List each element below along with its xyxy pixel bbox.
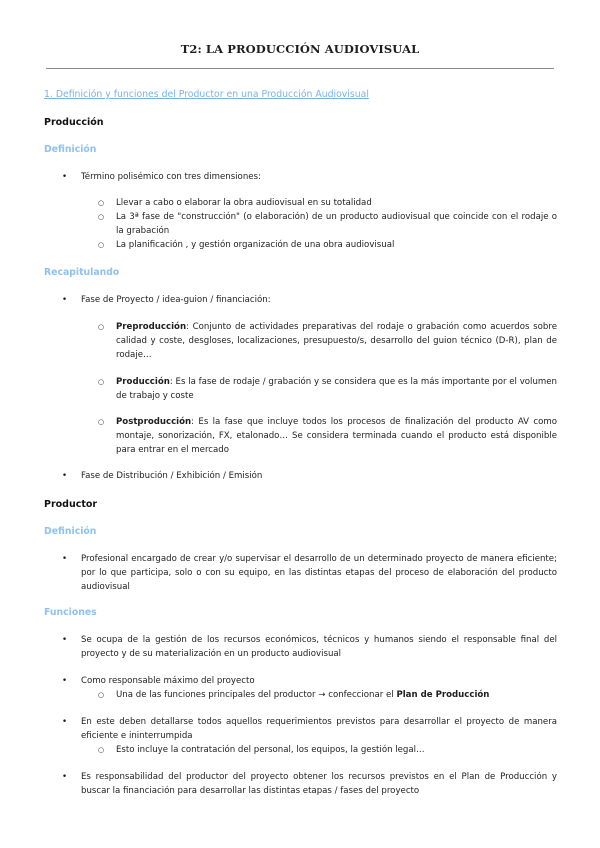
title-divider	[46, 68, 554, 69]
circle-marker: ○	[98, 418, 105, 426]
circle-marker: ○	[98, 746, 105, 754]
bullet-marker: •	[62, 471, 68, 481]
phase-preproduccion	[116, 320, 557, 362]
plan-produccion-bold: Plan de Producción	[396, 690, 490, 700]
sub-list-item-text: Llevar a cabo o elaborar la obra audiovisual en su totalidad	[116, 198, 372, 208]
bullet-marker: •	[62, 172, 68, 182]
list-item-text: Es responsabilidad del productor del proyecto obtener los recursos previstos en el Plan de Producción y buscar la financiación para desarrollar las distintas etapas / fases del proyecto	[81, 772, 557, 796]
subheading-definicion: Definición	[44, 144, 97, 155]
circle-marker: ○	[98, 241, 105, 249]
bullet-marker: •	[62, 772, 68, 782]
bullet-marker: •	[62, 676, 68, 686]
subheading-definicion: Definición	[44, 526, 97, 537]
circle-marker: ○	[98, 323, 105, 331]
circle-marker: ○	[98, 199, 105, 207]
phase-postproduccion	[116, 415, 557, 457]
bullet-marker: •	[62, 295, 68, 305]
page-title: T2: LA PRODUCCIÓN AUDIOVISUAL	[180, 42, 420, 56]
sub-list-item-text: Una de las funciones principales del productor → confeccionar el Plan de Producción	[116, 690, 490, 700]
phase-name: Postproducción	[116, 417, 192, 427]
circle-marker: ○	[98, 691, 105, 699]
list-item-text: Se ocupa de la gestión de los recursos económicos, técnicos y humanos siendo el responsable final del proyecto y de su materialización en un producto audiovisual	[81, 635, 557, 659]
bullet-marker: •	[62, 717, 68, 727]
list-item-text: En este deben detallarse todos aquellos requerimientos previstos para desarrollar el proyecto de manera eficiente e ininterrumpida	[81, 717, 557, 741]
bullet-marker: •	[62, 554, 68, 564]
subheading-recapitulando: Recapitulando	[44, 267, 120, 278]
list-item-text: Término polisémico con tres dimensiones:	[81, 172, 261, 182]
heading-productor: Productor	[44, 499, 98, 510]
bullet-marker: •	[62, 635, 68, 645]
list-item-text: Fase de Proyecto / idea-guion / financiación:	[81, 295, 271, 305]
circle-marker: ○	[98, 213, 105, 221]
list-item-text: Fase de Distribución / Exhibición / Emisión	[81, 471, 263, 481]
sub-list-item-text: La planificación , y gestión organización de una obra audiovisual	[116, 240, 395, 250]
heading-produccion: Producción	[44, 117, 104, 128]
sub-list-item-text: Esto incluye la contratación del personal, los equipos, la gestión legal…	[116, 745, 425, 755]
circle-marker: ○	[98, 378, 105, 386]
phase-text: : Es la fase que incluye todos los procesos de finalización del producto AV como montaje, sonorización, FX, etalonado… Se considera terminada cuando el producto está disponible para entrar en el mercado	[116, 417, 557, 455]
list-item-text: Profesional encargado de crear y/o supervisar el desarrollo de un determinado proyecto de manera eficiente; por lo que participa, solo o con su equipo, en las distintas etapas del proceso de elaboración del producto audiovisual	[81, 554, 557, 592]
phase-name: Preproducción	[116, 322, 187, 332]
section-link[interactable]: 1. Definición y funciones del Productor en una Producción Audiovisual	[44, 89, 369, 100]
phase-name: Producción	[116, 377, 170, 387]
phase-produccion	[116, 375, 557, 403]
subheading-funciones: Funciones	[44, 607, 97, 618]
phase-text: : Conjunto de actividades preparativas del rodaje o grabación como acuerdos sobre calidad y coste, desgloses, localizaciones, presupuesto/s, desarrollo del guion técnico (D-R), plan de rodaje…	[116, 322, 557, 360]
sub-list-item-text: La 3ª fase de "construcción" (o elaboración) de un producto audiovisual que coincide con el rodaje o la grabación	[116, 212, 557, 236]
list-item-text: Como responsable máximo del proyecto	[81, 676, 255, 686]
phase-text: : Es la fase de rodaje / grabación y se considera que es la más importante por el volumen de trabajo y coste	[116, 377, 557, 401]
